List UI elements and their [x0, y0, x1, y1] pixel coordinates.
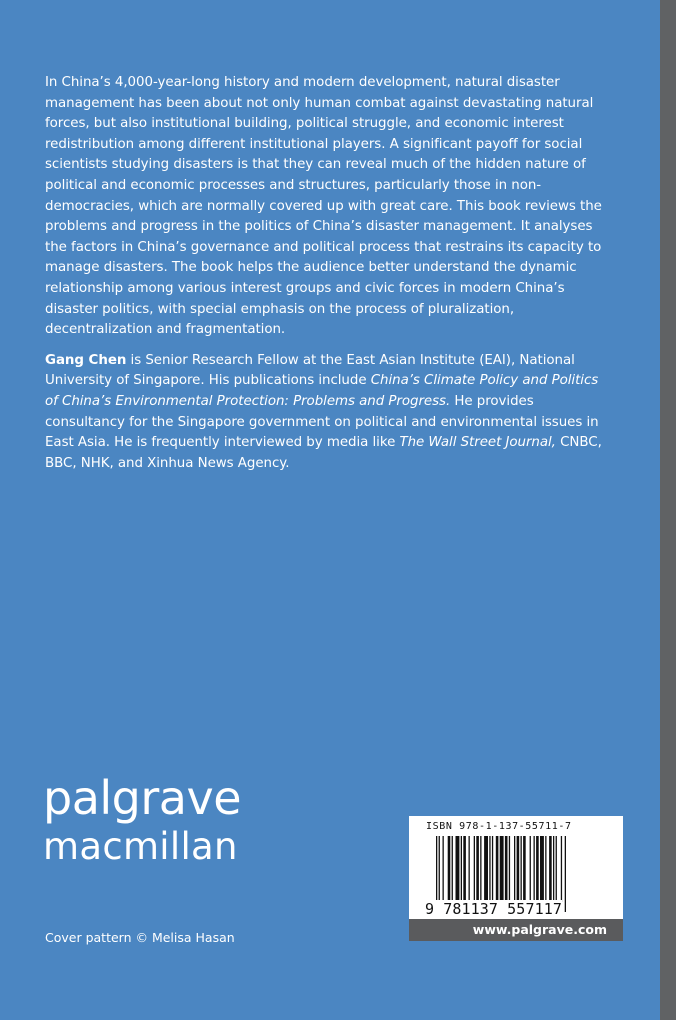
spine-edge	[660, 0, 676, 1020]
barcode-bar	[474, 836, 475, 902]
author-bio	[45, 351, 605, 475]
barcode-digits: 9 781137 557117	[425, 900, 562, 918]
barcode-bar	[469, 836, 470, 902]
barcode-bar	[549, 836, 552, 902]
barcode-bar	[496, 836, 499, 902]
barcode-bar	[545, 836, 546, 902]
author-bio-text-2: He provides consultancy for the Singapore government on political and environmental issues in East Asia. He is frequently interviewed by media like	[45, 393, 599, 451]
barcode-bar	[443, 836, 444, 902]
logo-line-palgrave: palgrave	[43, 771, 241, 825]
barcode-bar	[521, 836, 522, 902]
barcode-bar	[461, 836, 462, 902]
author-name: Gang Chen	[45, 352, 127, 368]
publication-titles: China’s Climate Policy and Politics of China’s Environmental Protection: Problems and Progress.	[45, 373, 599, 409]
barcode-bar	[463, 836, 466, 902]
barcode-bar	[448, 836, 451, 902]
book-description: In China’s 4,000-year-long history and modern development, natural disaster management has been about not only human combat against devastating natural forces, but also institutional building, political struggle, and economic interest redistribution among different institutional players. A significant payoff for social scientists studying disasters is that they can reveal much of the hidden nature of political and economic processes and structures, particularly those in non-democracies, which are normally covered up with great care. This book reviews the problems and progress in the politics of China’s disaster management. It analyses the factors in China’s governance and political process that restrains its capacity to manage disasters. The book helps the audience better understand the dynamic relationship among various interest groups and civic forces in modern China’s disaster politics, with special emphasis on the process of pluralization, decentralization and fragmentation.	[45, 75, 602, 338]
barcode-bar	[517, 836, 520, 902]
barcode-bar	[536, 836, 539, 902]
cover-credit: Cover pattern © Melisa Hasan	[45, 930, 235, 945]
author-bio-text-1: is Senior Research Fellow at the East Asian Institute (EAI), National University of Singapore. His publications include	[45, 352, 575, 389]
barcode-bar	[456, 836, 460, 902]
back-cover-blurb	[45, 73, 605, 474]
barcode-bar	[540, 836, 544, 902]
barcode-bar	[509, 836, 510, 902]
barcode-bar	[492, 836, 493, 902]
barcode-bar	[480, 836, 481, 902]
barcode-bar	[565, 836, 566, 912]
logo-line-macmillan: macmillan	[43, 825, 238, 868]
barcode-bar	[489, 836, 490, 902]
barcode-bar	[534, 836, 535, 902]
barcode-bar	[553, 836, 554, 902]
media-outlet: The Wall Street Journal,	[399, 435, 556, 451]
barcode-bar	[484, 836, 488, 902]
barcode-bar	[476, 836, 479, 902]
barcode-bar	[530, 836, 531, 902]
publisher-website: www.palgrave.com	[472, 922, 607, 937]
publisher-logo	[43, 772, 241, 870]
publisher-website-band	[409, 919, 623, 941]
isbn-label: ISBN 978-1-137-55711-7	[426, 821, 572, 832]
isbn-barcode-block	[409, 816, 623, 941]
barcode-bar	[561, 836, 562, 902]
barcode-bar	[523, 836, 526, 902]
author-bio-text-3: CNBC, BBC, NHK, and Xinhua News Agency.	[45, 435, 602, 471]
barcode-bar	[556, 836, 557, 902]
barcode-bar	[514, 836, 515, 902]
barcode-bar	[452, 836, 453, 902]
